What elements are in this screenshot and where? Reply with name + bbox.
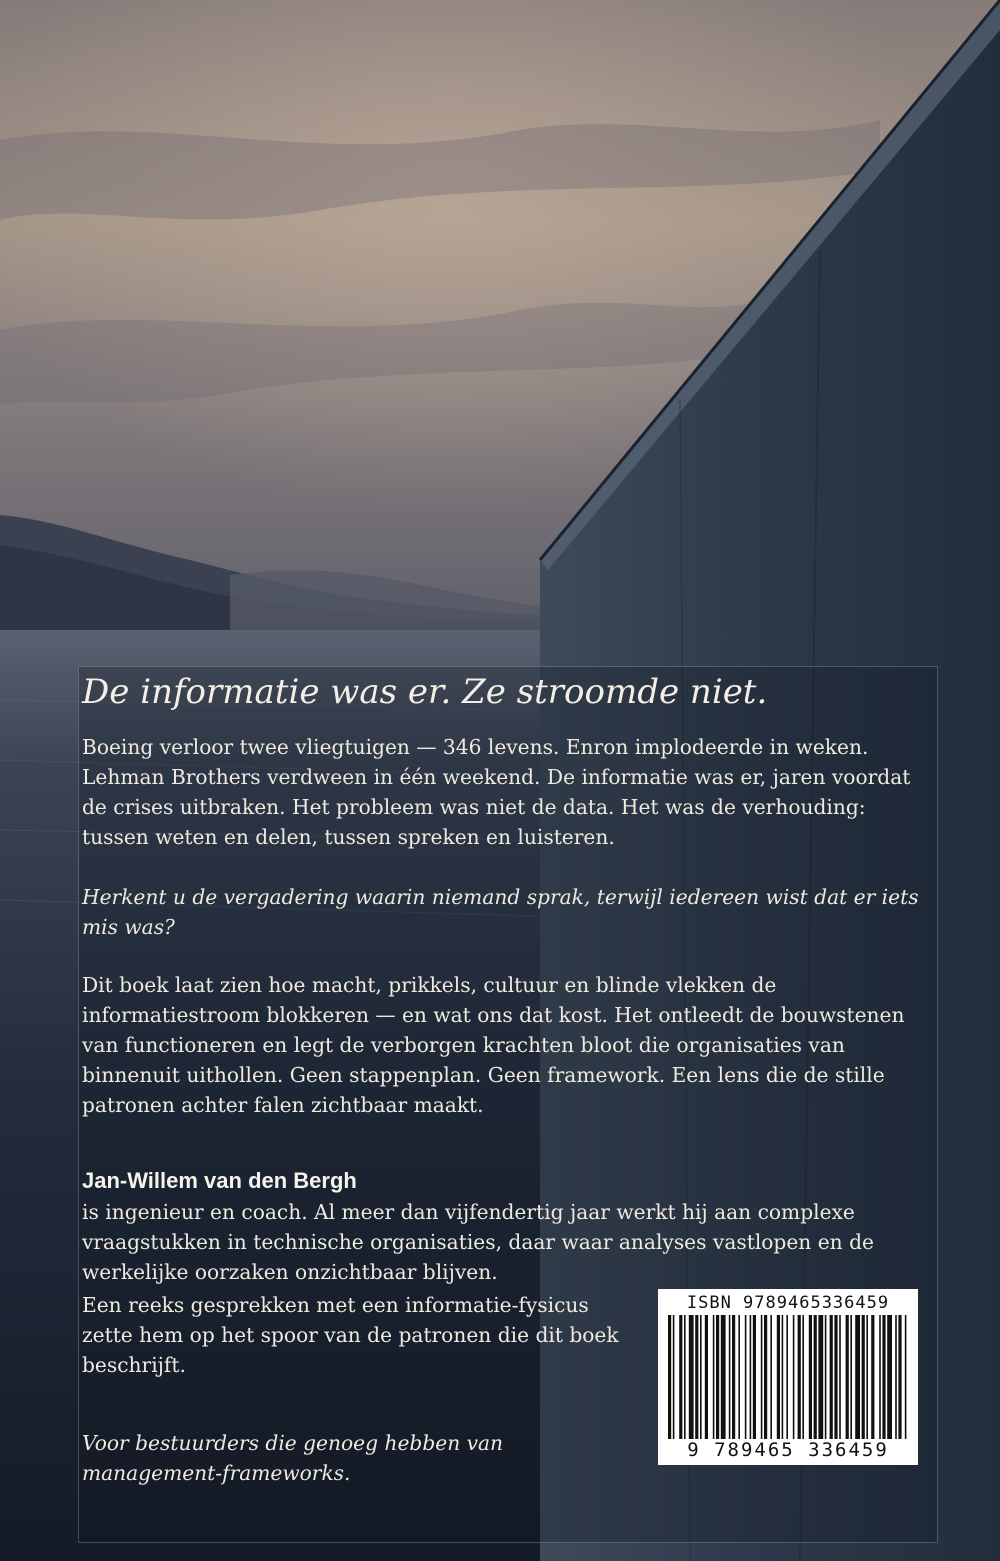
barcode-bar (729, 1315, 731, 1439)
paragraph-intro: Boeing verloor twee vliegtuigen — 346 levens. Enron implodeerde in weken. Lehman Brothers verdween in één weekend. De informatie was er, jaren voordat de crises uitbraken. Het probleem was niet de data. Het was de verhouding: tussen weten en delen, tussen spreken en luisteren. (82, 735, 911, 849)
barcode-bar (839, 1315, 841, 1439)
barcode-bar (882, 1315, 885, 1439)
barcode-bar (673, 1315, 675, 1439)
barcode-bar (745, 1315, 747, 1439)
barcode-bar (898, 1315, 901, 1439)
question-text: Herkent u de vergadering waarin niemand sprak, terwijl iedereen wist dat er iets mis was? (82, 885, 919, 939)
barcode-bar (834, 1315, 837, 1439)
barcode-bar (850, 1315, 852, 1439)
isbn-barcode (658, 1289, 918, 1465)
barcode-bar (713, 1315, 715, 1439)
barcode-bar (887, 1315, 892, 1439)
barcode-bar (695, 1315, 698, 1439)
barcode-bar (879, 1315, 881, 1439)
barcode-bar (668, 1315, 671, 1439)
barcode-digits: 9 789465 336459 (658, 1439, 918, 1461)
barcode-bar (905, 1315, 907, 1439)
barcode-bar (855, 1315, 860, 1439)
barcode-bar (750, 1315, 752, 1439)
barcode-bar (770, 1315, 772, 1439)
barcode-bar (732, 1315, 735, 1439)
barcode-bar (809, 1315, 812, 1439)
author-bio-continued: Een reeks gesprekken met een informatie-fysicus zette hem op het spoor van de patronen die dit boek beschrijft. (82, 1293, 619, 1377)
barcode-bar (684, 1315, 686, 1439)
paragraph-body: Dit boek laat zien hoe macht, prikkels, cultuur en blinde vlekken de informatiestroom blokkeren — en wat ons dat kost. Het ontleedt de bouwstenen van functioneren en legt de verborgen krachten bloot die organisaties van binnenuit uithollen. Geen stappenplan. Geen framework. Een lens die de stille patronen achter falen zichtbaar maakt. (82, 973, 905, 1117)
tagline: De informatie was er. Ze stroomde niet. (82, 672, 768, 712)
barcode-bar (895, 1315, 897, 1439)
barcode-bar (862, 1315, 865, 1439)
barcode-bar (825, 1315, 827, 1439)
barcode-bar (782, 1315, 784, 1439)
barcode-bars (666, 1315, 910, 1439)
barcode-bar (798, 1315, 801, 1439)
barcode-bar (679, 1315, 682, 1439)
barcode-bar (738, 1315, 740, 1439)
barcode-bar (705, 1315, 708, 1439)
barcode-bar (793, 1315, 795, 1439)
barcode-bar (753, 1315, 756, 1439)
barcode-bar (761, 1315, 763, 1439)
barcode-bar (777, 1315, 780, 1439)
barcode-bar (764, 1315, 767, 1439)
barcode-bar (700, 1315, 702, 1439)
barcode-bar (802, 1315, 804, 1439)
author-name: Jan-Willem van den Bergh (82, 1168, 357, 1193)
barcode-bar (866, 1315, 868, 1439)
author-bio: is ingenieur en coach. Al meer dan vijfendertig jaar werkt hij aan complexe vraagstukken in technische organisaties, daar waar analyses vastlopen en de werkelijke oorzaken onzichtbaar blijven. (82, 1200, 874, 1284)
barcode-bar (721, 1315, 726, 1439)
barcode-bar (814, 1315, 817, 1439)
isbn-label: ISBN 9789465336459 (686, 1293, 890, 1313)
barcode-bar (786, 1315, 788, 1439)
barcode-bar (689, 1315, 694, 1439)
barcode-bar (846, 1315, 849, 1439)
barcode-bar (716, 1315, 719, 1439)
barcode-bar (818, 1315, 823, 1439)
barcode-bar (871, 1315, 874, 1439)
closing-line: Voor bestuurders die genoeg hebben van management-frameworks. (82, 1431, 504, 1485)
barcode-bar (830, 1315, 833, 1439)
